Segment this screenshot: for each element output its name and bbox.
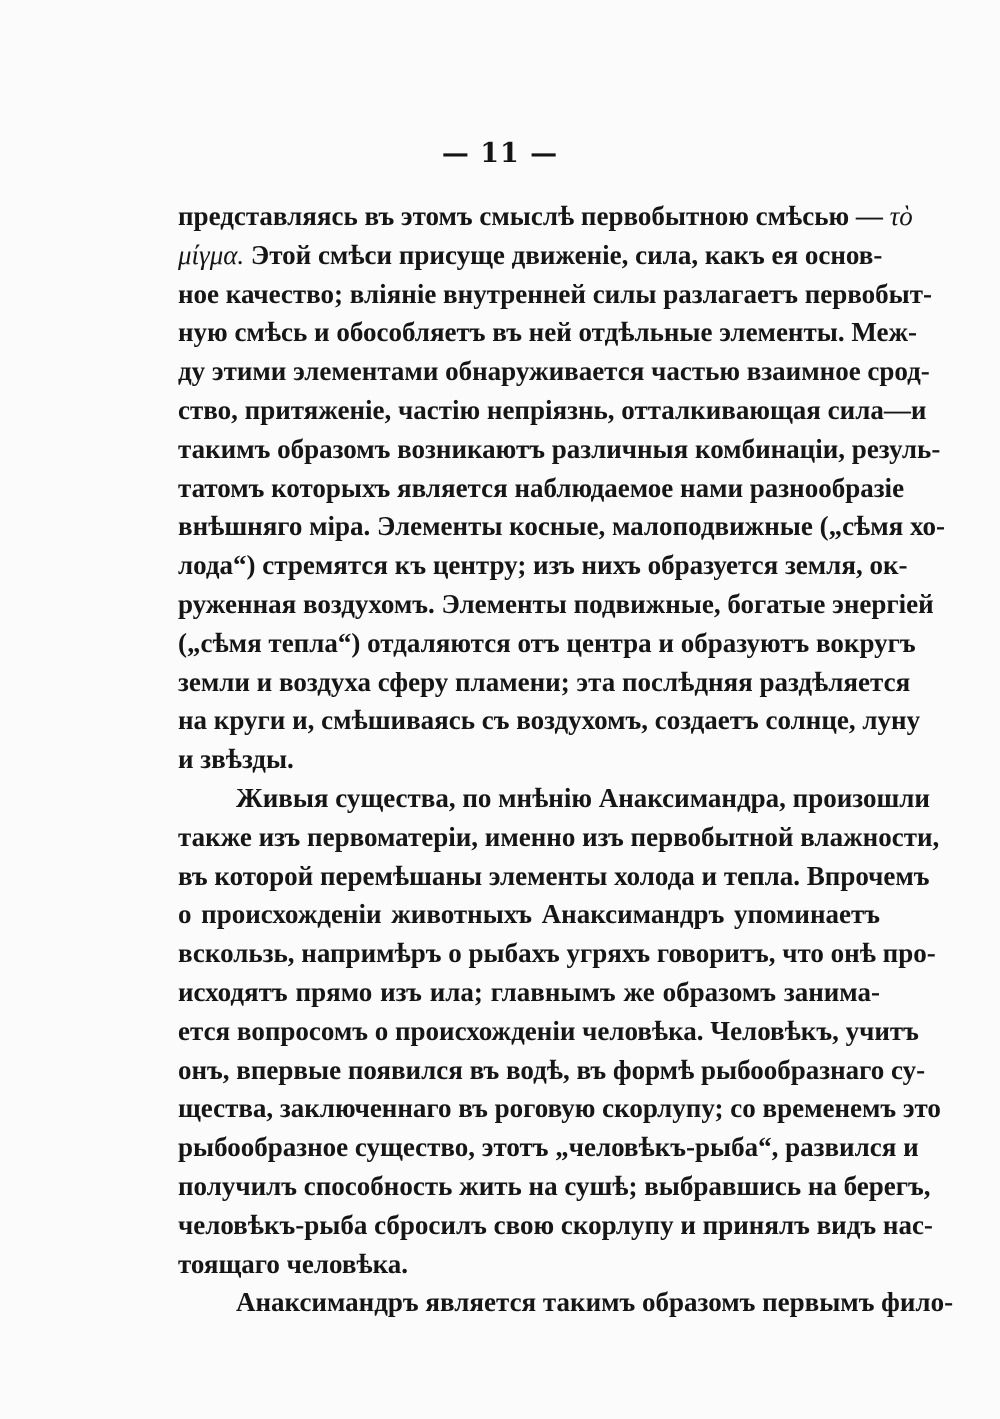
text-line: и звѣзды. <box>178 744 294 775</box>
text-line: получилъ способность жить на сушѣ; выбравшись на берегъ, <box>178 1170 931 1201</box>
text-line: („сѣмя тепла“) отдаляются отъ центра и образуютъ вокругъ <box>178 627 916 658</box>
text-line: такимъ образомъ возникаютъ различныя комбинаціи, резуль- <box>178 433 941 464</box>
text-line: щества, заключеннаго въ роговую скорлупу; со временемъ это <box>178 1093 941 1124</box>
greek-phrase: τὸ <box>889 201 913 231</box>
text-line: руженная воздухомъ. Элементы подвижные, богатые энергіей <box>178 588 934 619</box>
greek-phrase: μίγμα. <box>178 239 245 270</box>
text-line: исходятъ прямо изъ ила; главнымъ же образомъ занима- <box>178 976 880 1007</box>
body-text <box>178 197 954 1322</box>
text-line: ется вопросомъ о происхожденіи человѣка. Человѣкъ, учитъ <box>178 1015 919 1046</box>
text-line: татомъ которыхъ является наблюдаемое нами разнообразіе <box>178 472 905 503</box>
text-line: онъ, впервые появился въ водѣ, въ формѣ рыбообразнаго су- <box>178 1054 926 1085</box>
text-line: ство, притяженіе, частію непріязнь, отталкивающая сила—и <box>178 394 927 425</box>
text-line: тоящаго человѣка. <box>178 1248 409 1279</box>
text-line: вскользь, напримѣръ о рыбахъ угряхъ говоритъ, что онѣ про- <box>178 938 936 969</box>
text-line: μίγμα. Этой смѣси присуще движеніе, сила, какъ ея основ- <box>178 239 883 270</box>
text-line: представляясь въ этомъ смыслѣ первобытною смѣсью — τὸ <box>178 201 913 231</box>
text-line: о происхожденіи животныхъ Анаксимандръ упоминаетъ <box>178 899 880 930</box>
text-line: лода“) стремятся къ центру; изъ нихъ образуется земля, ок- <box>178 550 908 581</box>
text-line: рыбообразное существо, этотъ „человѣкъ-рыба“, развился и <box>178 1132 919 1163</box>
text-line: внѣшняго міра. Элементы косные, малоподвижные („сѣмя хо- <box>178 511 945 542</box>
page-number: — 11 — <box>441 138 559 169</box>
text-line: Живыя существа, по мнѣнію Анаксимандра, произошли <box>236 782 930 813</box>
text-line: ное качество; вліяніе внутренней силы разлагаетъ первобыт- <box>178 278 933 309</box>
text-line: ду этими элементами обнаруживается частью взаимное срод- <box>178 356 930 387</box>
text-line: земли и воздуха сферу пламени; эта послѣдняя раздѣляется <box>178 666 911 697</box>
text-line: также изъ первоматеріи, именно изъ первобытной влажности, <box>178 821 940 852</box>
text-line: человѣкъ-рыба сбросилъ свою скорлупу и принялъ видъ нас- <box>178 1209 933 1240</box>
text-line: Анаксимандръ является такимъ образомъ первымъ фило- <box>236 1287 954 1318</box>
text-line: на круги и, смѣшиваясь съ воздухомъ, создаетъ солнце, луну <box>178 705 921 736</box>
text-line: въ которой перемѣшаны элементы холода и тепла. Впрочемъ <box>178 860 930 891</box>
text-line: ную смѣсь и обособляетъ въ ней отдѣльные элементы. Меж- <box>178 317 918 348</box>
